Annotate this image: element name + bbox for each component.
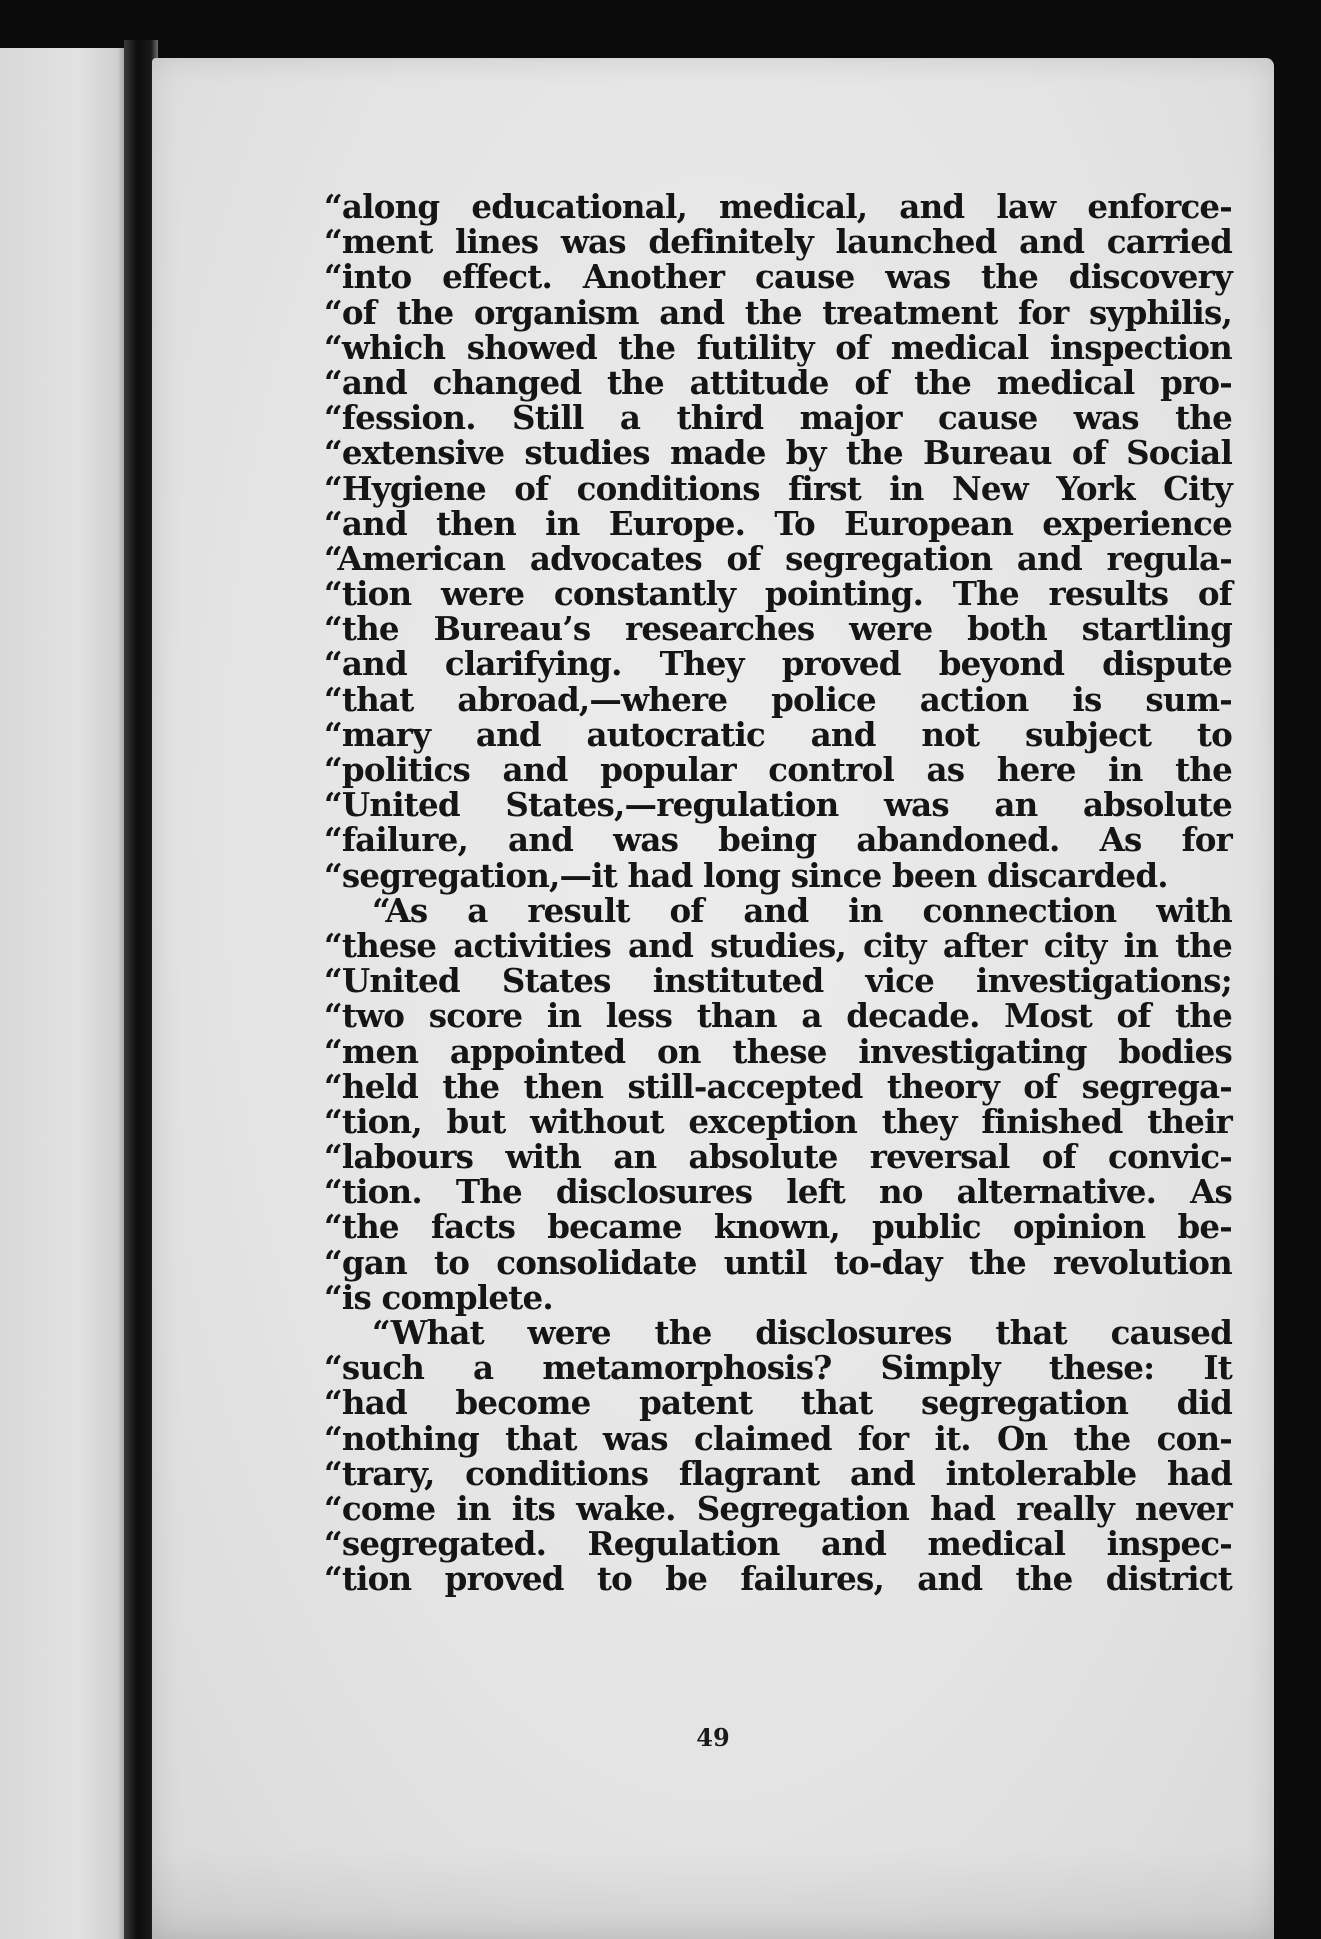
text-line: “politics and popular control as here in the bbox=[324, 750, 1232, 789]
text-line: “What were the disclosures that caused bbox=[372, 1313, 1232, 1352]
text-line: “such a metamorphosis? Simply these: It bbox=[324, 1348, 1232, 1388]
text-line: “tion proved to be failures, and the district bbox=[324, 1559, 1232, 1599]
text-line: “and then in Europe. To European experience bbox=[324, 503, 1232, 543]
text-line: “is complete. bbox=[324, 1277, 553, 1317]
text-line: “tion, but without exception they finished their bbox=[324, 1101, 1232, 1141]
facing-page-edge bbox=[0, 48, 128, 1939]
text-line: “and changed the attitude of the medical pro- bbox=[324, 362, 1232, 402]
paragraph-2 bbox=[324, 890, 1232, 1317]
page-shadow bbox=[152, 1849, 1274, 1939]
text-line: “ment lines was definitely launched and carried bbox=[324, 222, 1232, 262]
text-line: “two score in less than a decade. Most of the bbox=[324, 996, 1232, 1036]
text-line: “along educational, medical, and law enforce- bbox=[324, 187, 1232, 226]
book-page bbox=[152, 58, 1274, 1939]
text-line: “Hygiene of conditions first in New York City bbox=[324, 468, 1232, 508]
text-line: “these activities and studies, city after city in the bbox=[324, 925, 1232, 965]
text-line: “that abroad,—where police action is sum- bbox=[324, 679, 1232, 719]
text-line: “mary and autocratic and not subject to bbox=[324, 714, 1232, 754]
text-line: “United States instituted vice investigations; bbox=[324, 961, 1232, 1001]
body-text bbox=[324, 189, 1232, 1597]
text-line: “of the organism and the treatment for syphilis, bbox=[324, 292, 1232, 332]
text-line: “held the then still-accepted theory of segrega- bbox=[324, 1066, 1232, 1106]
page-number: 49 bbox=[696, 1723, 730, 1752]
text-line: “segregation,—it had long since been discarded. bbox=[324, 855, 1168, 895]
text-line: “come in its wake. Segregation had really never bbox=[324, 1488, 1232, 1528]
text-line: “labours with an absolute reversal of convic- bbox=[324, 1137, 1232, 1177]
text-line: “tion. The disclosures left no alternative. As bbox=[324, 1172, 1232, 1212]
text-line: “tion were constantly pointing. The results of bbox=[324, 574, 1232, 614]
text-line: “failure, and was being abandoned. As for bbox=[324, 820, 1232, 860]
text-line: “segregated. Regulation and medical inspec- bbox=[324, 1524, 1232, 1564]
text-line: “extensive studies made by the Bureau of Social bbox=[324, 433, 1232, 473]
text-line: “fession. Still a third major cause was the bbox=[324, 398, 1232, 438]
text-line: “United States,—regulation was an absolute bbox=[324, 785, 1232, 825]
text-line: “trary, conditions flagrant and intolerable had bbox=[324, 1453, 1232, 1493]
text-line: “the facts became known, public opinion be- bbox=[324, 1207, 1232, 1247]
text-line: “which showed the futility of medical inspection bbox=[324, 327, 1232, 367]
text-line: “nothing that was claimed for it. On the con- bbox=[324, 1418, 1232, 1458]
text-line: “had become patent that segregation did bbox=[324, 1383, 1232, 1423]
text-line: “gan to consolidate until to-day the revolution bbox=[324, 1242, 1232, 1282]
text-line: “into effect. Another cause was the discovery bbox=[324, 257, 1232, 297]
text-line: “the Bureau’s researches were both startling bbox=[324, 609, 1232, 649]
text-line: “As a result of and in connection with bbox=[372, 890, 1232, 930]
text-line: “men appointed on these investigating bodies bbox=[324, 1031, 1232, 1071]
paragraph-1 bbox=[324, 189, 1232, 893]
text-line: “and clarifying. They proved beyond dispute bbox=[324, 644, 1232, 684]
text-line: “American advocates of segregation and regula- bbox=[324, 538, 1232, 578]
paragraph-3 bbox=[324, 1315, 1232, 1597]
